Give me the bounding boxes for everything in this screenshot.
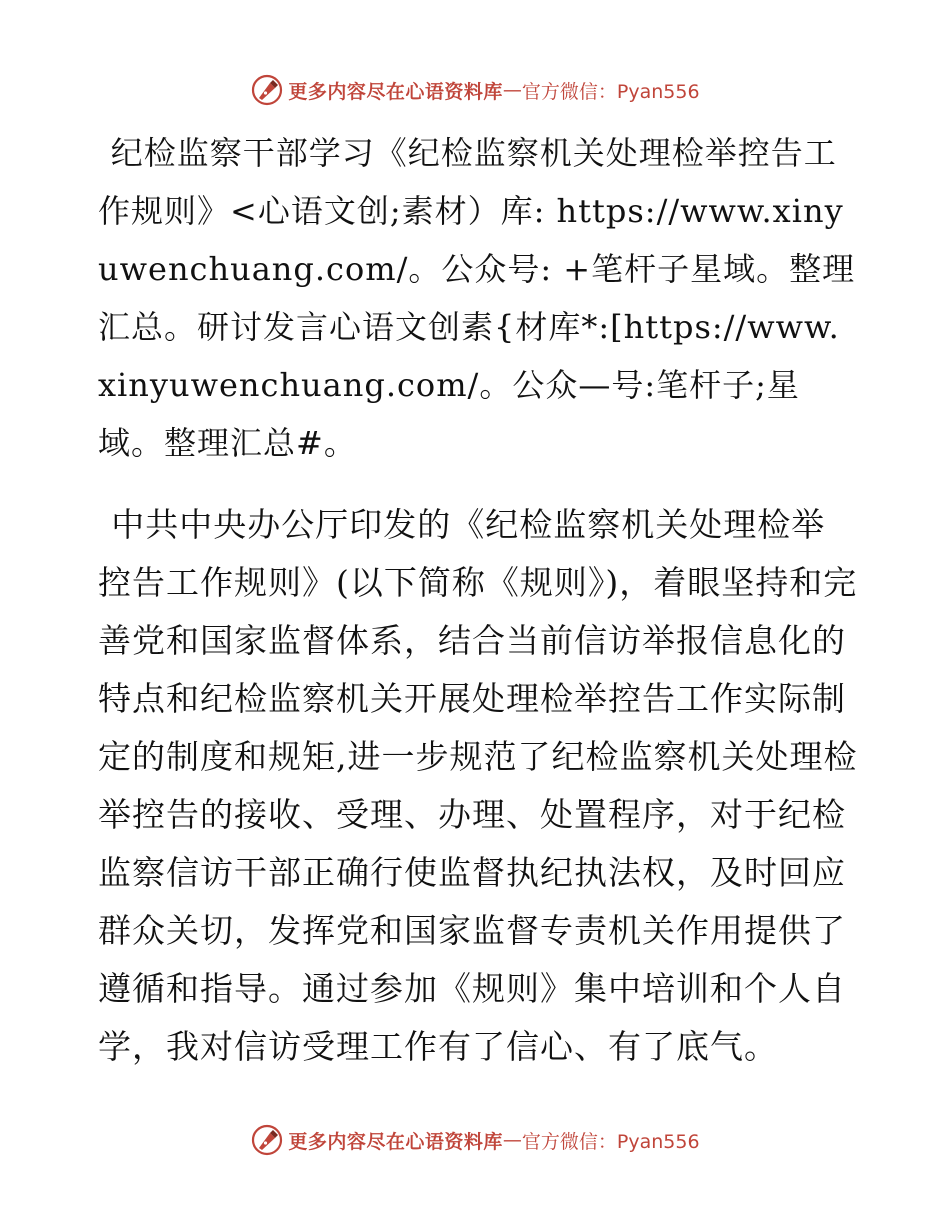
paragraph-title: 纪检监察干部学习《纪检监察机关处理检举控告工作规则》<心语文创;素材）库: https://www.xinyuwenchuang.com/。公众号: +笔杆子星域。整理汇总。研讨发言心语文创素{材库*:[https://www.xinyuwenchuang.com/。公众—号:笔杆子;星域。整理汇总#。 <box>98 134 856 462</box>
pen-nib-logo-icon <box>250 73 284 107</box>
pen-nib-logo-icon <box>250 1123 284 1157</box>
paragraph-body: 中共中央办公厅印发的《纪检监察机关处理检举控告工作规则》(以下简称《规则》)，着眼坚持和完善党和国家监督体系，结合当前信访举报信息化的特点和纪检监察机关开展处理检举控告工作实际制定的制度和规矩,进一步规范了纪检监察机关处理检举控告的接收、受理、办理、处置程序，对于纪检监察信访干部正确行使监督执纪执法权，及时回应群众关切，发挥党和国家监督专责机关作用提供了遵循和指导。通过参加《规则》集中培训和个人自学，我对信访受理工作有了信心、有了底气。 <box>98 505 858 1066</box>
document-body <box>98 124 858 1076</box>
header-wechat-text: 官方微信：Pyan556 <box>521 80 700 103</box>
footer-wechat-text: 官方微信：Pyan556 <box>521 1130 700 1153</box>
footer-brand-text: 更多内容尽在心语资料库 <box>288 1130 503 1153</box>
header-separator: — <box>502 79 522 101</box>
footer-separator: — <box>502 1129 522 1151</box>
footer-banner <box>0 1120 950 1160</box>
header-banner <box>0 70 950 110</box>
header-brand-text: 更多内容尽在心语资料库 <box>288 80 503 103</box>
